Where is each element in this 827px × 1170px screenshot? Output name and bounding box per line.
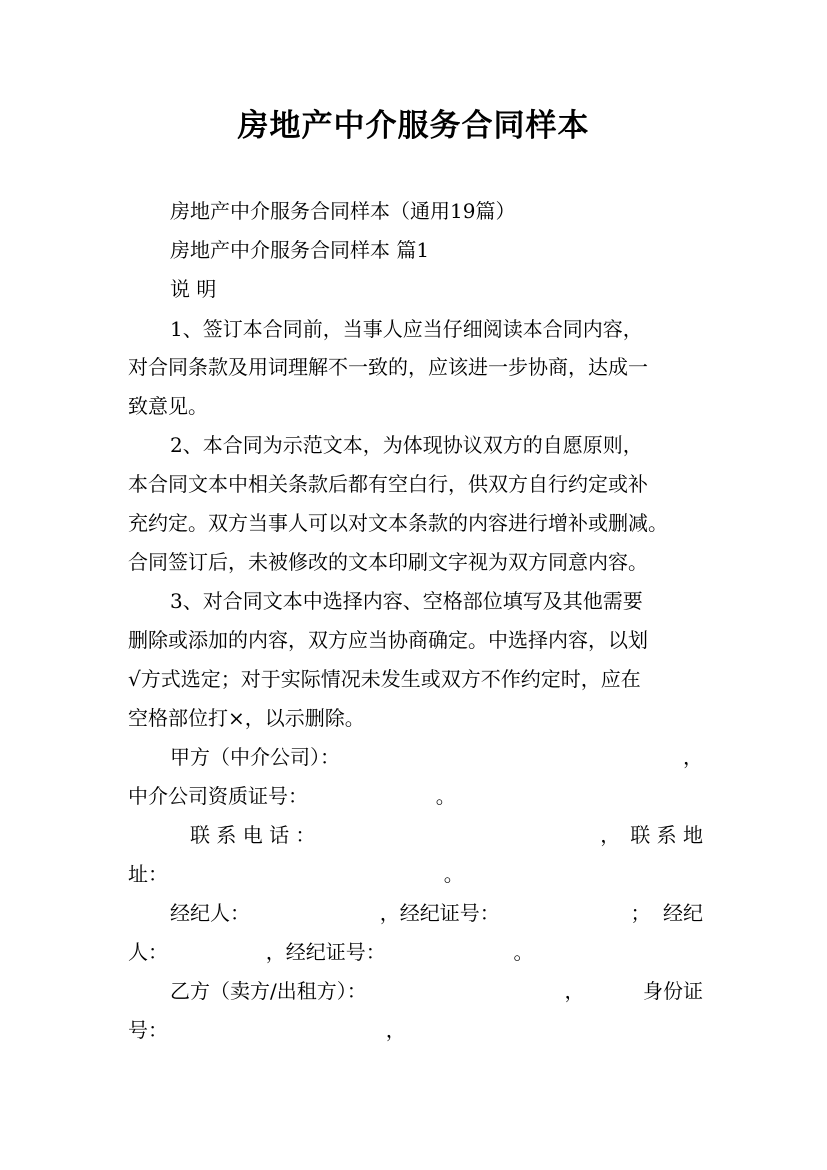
para1-line3: 致意见。 [128,394,208,418]
qualification-row [128,783,703,809]
party-b-comma: ， [564,979,585,1003]
agent-semicolon: ； [630,901,651,925]
agent2-label-end: 人： [128,940,168,964]
party-a-label: 甲方（中介公司）： [170,745,340,769]
para2-line1: 2、本合同为示范文本，为体现协议双方的自愿原则， [170,433,643,457]
agent2-label-start: 经纪 [663,901,703,925]
party-b-label: 乙方（卖方/出租方）： [170,979,367,1003]
qualification-label: 中介公司资质证号： [128,784,308,808]
para3-line3: √方式选定；对于实际情况未发生或双方不作约定时，应在 [128,667,641,691]
para2-line4: 合同签订后，未被修改的文本印刷文字视为双方同意内容。 [128,550,648,574]
qualification-period: 。 [435,784,456,808]
para2-line2: 本合同文本中相关条款后都有空白行，供双方自行约定或补 [128,472,648,496]
explain-label: 说 明 [170,277,217,301]
phone-comma: ， [600,823,621,847]
para2-line3: 充约定。双方当事人可以对文本条款的内容进行增补或删减。 [128,511,668,535]
para3-line2: 删除或添加的内容，双方应当协商确定。中选择内容，以划 [128,628,648,652]
id-label-end: 号： [128,1018,168,1042]
document-subtitle: 房地产中介服务合同样本（通用19篇） [170,199,516,223]
phone-label: 联 系 电 话 ： [190,823,316,847]
id-row [128,1017,703,1043]
id-comma: ， [385,1018,406,1042]
agent2-row [128,939,703,965]
para1-line2: 对合同条款及用词理解不一致的，应该进一步协商，达成一 [128,355,648,379]
id-label-start: 身份证 [643,979,703,1003]
para1-line1: 1、签订本合同前，当事人应当仔细阅读本合同内容， [170,317,643,341]
agent-row [170,900,703,926]
agent2-period: 。 [513,940,534,964]
address-period: 。 [443,862,464,886]
document-title: 房地产中介服务合同样本 [237,108,590,144]
para3-line4: 空格部位打×，以示删除。 [128,706,365,730]
phone-row [190,822,703,848]
agent2-cert-label: ，经纪证号： [265,940,386,964]
agent-label: 经纪人： [170,901,250,925]
section-heading: 房地产中介服务合同样本 篇1 [170,238,430,262]
party-b-row [170,978,703,1004]
party-a-comma: ， [683,745,703,769]
address-label-start: 联 系 地 [630,823,703,847]
para3-line1: 3、对合同文本中选择内容、空格部位填写及其他需要 [170,589,643,613]
address-row [128,861,703,887]
party-a-row [170,744,703,770]
address-label-end: 址： [128,862,168,886]
agent-cert-label: ，经纪证号： [379,901,500,925]
